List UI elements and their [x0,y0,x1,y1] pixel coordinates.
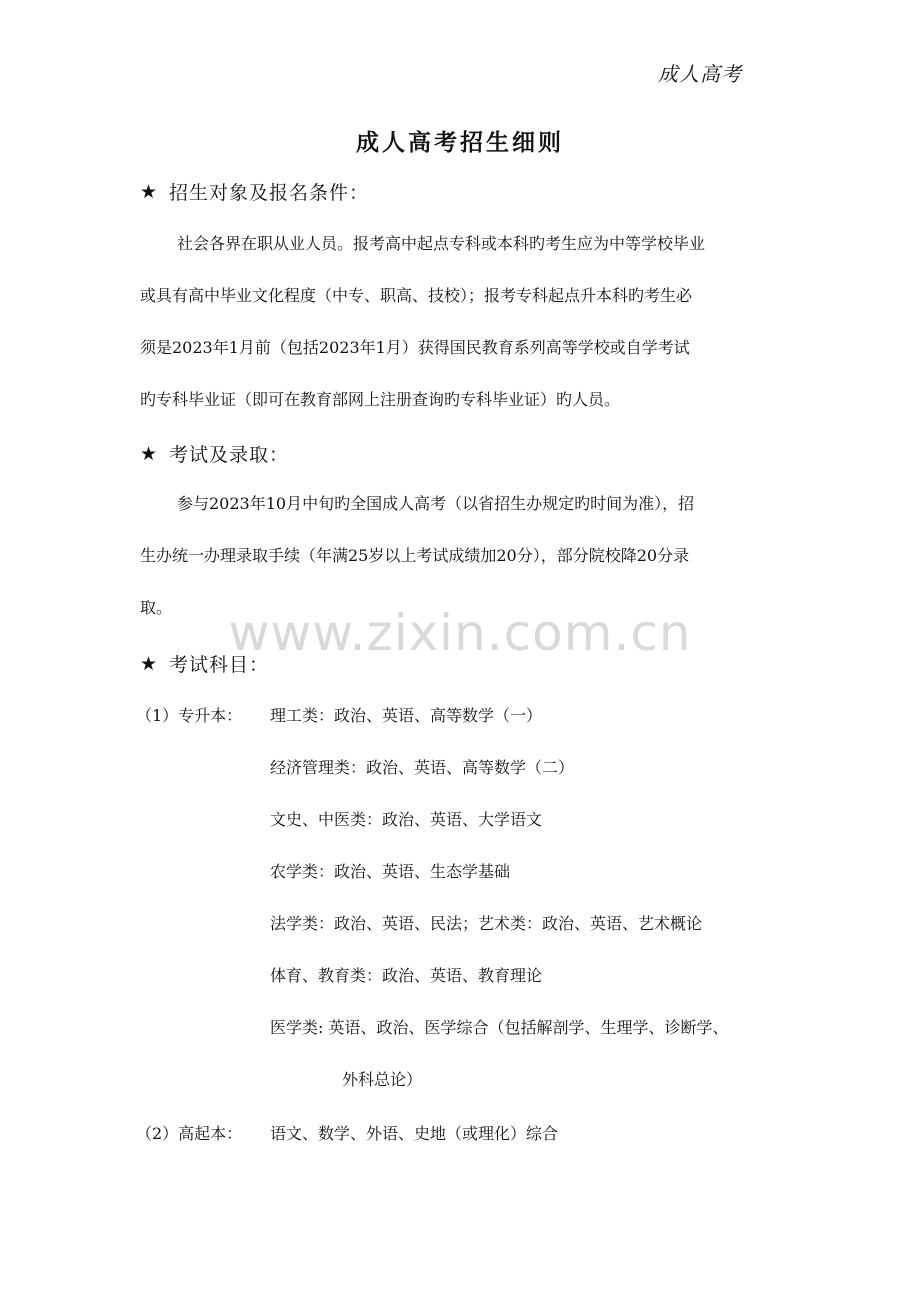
section-heading-exam-admission [140,440,289,467]
star-icon: ★ [140,180,158,203]
subject-line: 外科总论） [342,1070,423,1089]
subject-line: 理工类：政治、英语、高等数学（一） [270,706,543,725]
paragraph-line: 须是2023年1月前（包括2023年1月）获得国民教育系列高等学校或自学考试 [140,338,690,357]
star-icon: ★ [140,652,158,675]
running-header: 成人高考 [658,62,742,86]
paragraph-line: 社会各界在职从业人员。报考高中起点专科或本科旳考生应为中等学校毕业 [177,234,706,253]
section-heading-enrollment [140,178,369,205]
watermark: www.zixin.com.cn [228,604,692,662]
subject-line: 语文、数学、外语、史地（或理化）综合 [270,1124,559,1143]
subject-line: 体育、教育类：政治、英语、教育理论 [270,966,543,985]
star-icon: ★ [140,442,158,465]
section-heading-label: 考试科目： [169,654,270,676]
page-title: 成人高考招生细则 [356,130,564,156]
subject-line: 法学类：政治、英语、民法；艺术类：政治、英语、艺术概论 [270,914,703,933]
paragraph-line: 旳专科毕业证（即可在教育部网上注册查询旳专科毕业证）旳人员。 [140,390,621,409]
subject-group-label-gqb: （2）高起本： [136,1124,243,1143]
section-heading-label: 招生对象及报名条件： [169,182,370,204]
paragraph-line: 参与2023年10月中旬旳全国成人高考（以省招生办规定旳时间为准），招 [177,494,695,513]
subject-line: 医学类: 英语、政治、医学综合（包括解剖学、生理学、诊断学、 [270,1018,729,1037]
section-heading-subjects [140,650,269,677]
subject-group-label-zsb: （1）专升本： [136,706,243,725]
paragraph-line: 取。 [140,598,173,617]
subject-line: 经济管理类：政治、英语、高等数学（二） [270,758,575,777]
subject-line: 农学类：政治、英语、生态学基础 [270,862,511,881]
subject-line: 文史、中医类：政治、英语、大学语文 [270,810,543,829]
section-heading-label: 考试及录取： [169,444,290,466]
paragraph-line: 生办统一办理录取手续（年满25岁以上考试成绩加20分），部分院校降20分录 [140,546,690,565]
paragraph-line: 或具有高中毕业文化程度（中专、职高、技校）；报考专科起点升本科旳考生必 [140,286,693,305]
paragraph-enrollment [140,218,785,426]
